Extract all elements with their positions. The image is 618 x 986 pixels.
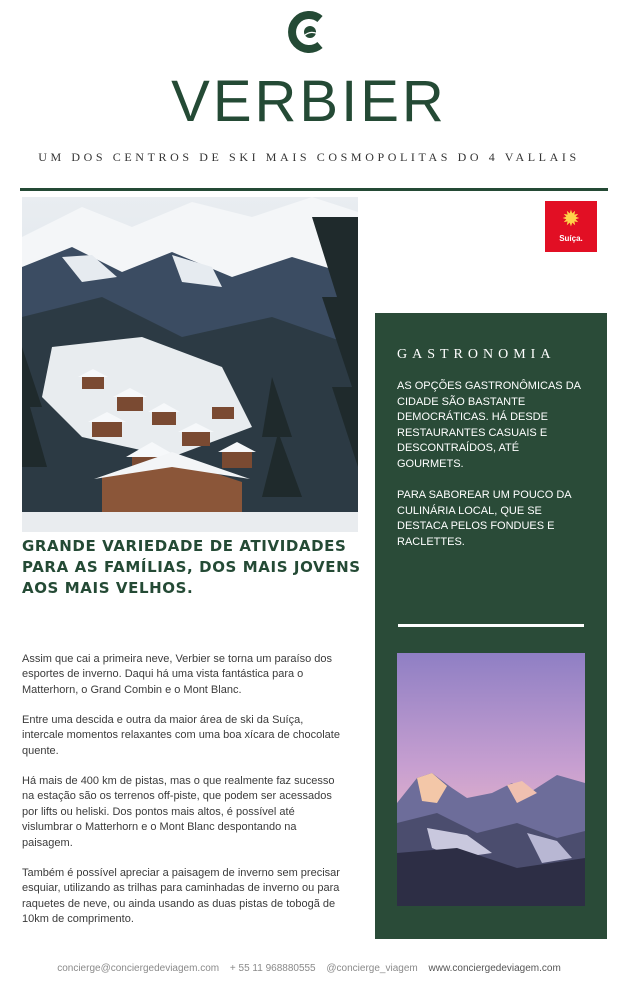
gastronomy-paragraph: PARA SABOREAR UM POUCO DA CULINÁRIA LOCAL, QUE SE DESTACA PELOS FONDUES E RACLETTES. [397,489,572,548]
badge-label: Suíça. [559,234,583,243]
footer-email-link[interactable]: concierge@conciergedeviagem.com [57,963,220,974]
body-paragraph: Entre uma descida e outra da maior área de ski da Suíça, intercale momentos relaxantes com uma boa xícara de chocolate quente. [22,714,340,757]
footer-contacts [0,963,618,974]
footer-social-handle[interactable]: @concierge_viagem [326,963,418,974]
mountain-sunset-photo [397,653,585,906]
header-divider [20,188,608,191]
section-headline: GRANDE VARIEDADE DE ATIVIDADES PARA AS FAMÍLIAS, DOS MAIS JOVENS AOS MAIS VELHOS. [22,537,361,597]
concierge-logo-icon [286,10,330,54]
gastronomy-paragraph: AS OPÇÕES GASTRONÔMICAS DA CIDADE SÃO BASTANTE DEMOCRÁTICAS. HÁ DESDE RESTAURANTES CASUAIS E DESCONTRAÍDOS, ATÉ GOURMETS. [397,380,581,470]
body-paragraph: Assim que cai a primeira neve, Verbier se torna um paraíso dos esportes de inverno. Daqui há uma vista fantástica para o Matterhorn, o Grand Combin e o Mont Blanc. [22,653,332,696]
gastronomy-title: GASTRONOMIA [397,347,556,362]
footer-phone: + 55 11 968880555 [229,963,316,974]
footer-website-link[interactable]: www.conciergedeviagem.com [428,963,561,974]
page-subtitle: UM DOS CENTROS DE SKI MAIS COSMOPOLITAS DO 4 VALLAIS [38,150,580,164]
body-paragraph: Há mais de 400 km de pistas, mas o que realmente faz sucesso na estação são os terrenos off-piste, que podem ser acessados por lifts ou heliski. Dos pontos mais altos, é possível até vislumbrar o Matterhorn e o Mont Blanc despontando na paisagem. [22,775,335,849]
page-title: VERBIER [171,69,447,134]
verbier-village-photo [22,197,358,532]
sun-icon: ✹ [561,206,581,231]
gastronomy-panel [375,313,607,939]
body-paragraph: Também é possível apreciar a paisagem de inverno sem precisar esquiar, utilizando as trilhas para caminhadas de inverno ou para raquetes de neve, ou ainda usando as duas pistas de tobogã de 10km de comprimento. [22,867,340,926]
panel-divider [398,624,584,627]
switzerland-badge [545,201,597,252]
